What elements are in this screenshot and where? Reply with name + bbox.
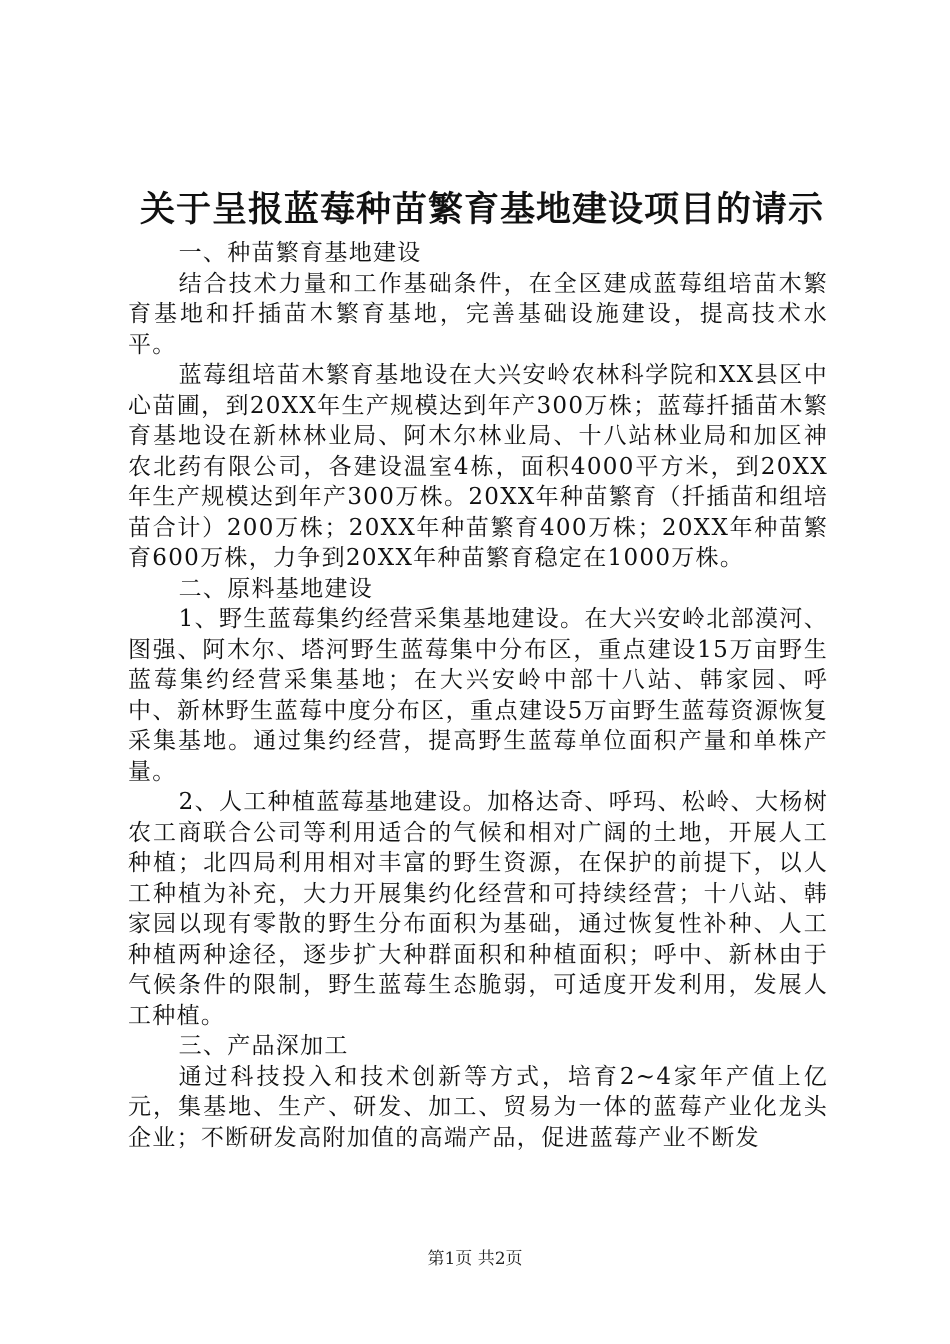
- section-heading-3: 三、产品深加工: [178, 1033, 349, 1059]
- paragraph: 通过科技投入和技术创新等方式，培育2~4家年产值上亿元，集基地、生产、研发、加工、贸易为一体的蓝莓产业化龙头企业；不断研发高附加值的高端产品，促进蓝莓产业不断发: [128, 1063, 828, 1151]
- paragraph: 1、野生蓝莓集约经营采集基地建设。在大兴安岭北部漠河、图强、阿木尔、塔河野生蓝莓集中分布区，重点建设15万亩野生蓝莓集约经营采集基地；在大兴安岭中部十八站、韩家园、呼中、新林野生蓝莓中度分布区，重点建设5万亩野生蓝莓资源恢复采集基地。通过集约经营，提高野生蓝莓单位面积产量和单株产量。: [128, 606, 828, 785]
- paragraph: 2、人工种植蓝莓基地建设。加格达奇、呼玛、松岭、大杨树农工商联合公司等利用适合的气候和相对广阔的土地，开展人工种植；北四局利用相对丰富的野生资源，在保护的前提下，以人工种植为补充，大力开展集约化经营和可持续经营；十八站、韩家园以现有零散的野生分布面积为基础，通过恢复性补种、人工种植两种途径，逐步扩大种群面积和种植面积；呼中、新林由于气候条件的限制，野生蓝莓生态脆弱，可适度开发利用，发展人工种植。: [128, 789, 828, 1029]
- paragraph: 蓝莓组培苗木繁育基地设在大兴安岭农林科学院和XX县区中心苗圃，到20XX年生产规模达到年产300万株；蓝莓扦插苗木繁育基地设在新林林业局、阿木尔林业局、十八站林业局和加区神农北药有限公司，各建设温室4栋，面积4000平方米，到20XX年生产规模达到年产300万株。20XX年种苗繁育（扦插苗和组培苗合计）200万株；20XX年种苗繁育400万株；20XX年种苗繁育600万株，力争到20XX年种苗繁育稳定在1000万株。: [128, 362, 828, 571]
- page-footer: 第1页 共2页: [427, 1249, 523, 1269]
- section-heading-1: 一、种苗繁育基地建设: [178, 240, 422, 266]
- document-page: [128, 188, 828, 1153]
- document-title: 关于呈报蓝莓种苗繁育基地建设项目的请示: [140, 189, 825, 230]
- paragraph: 结合技术力量和工作基础条件，在全区建成蓝莓组培苗木繁育基地和扦插苗木繁育基地，完善基础设施建设，提高技术水平。: [128, 270, 828, 358]
- section-heading-2: 二、原料基地建设: [178, 575, 373, 602]
